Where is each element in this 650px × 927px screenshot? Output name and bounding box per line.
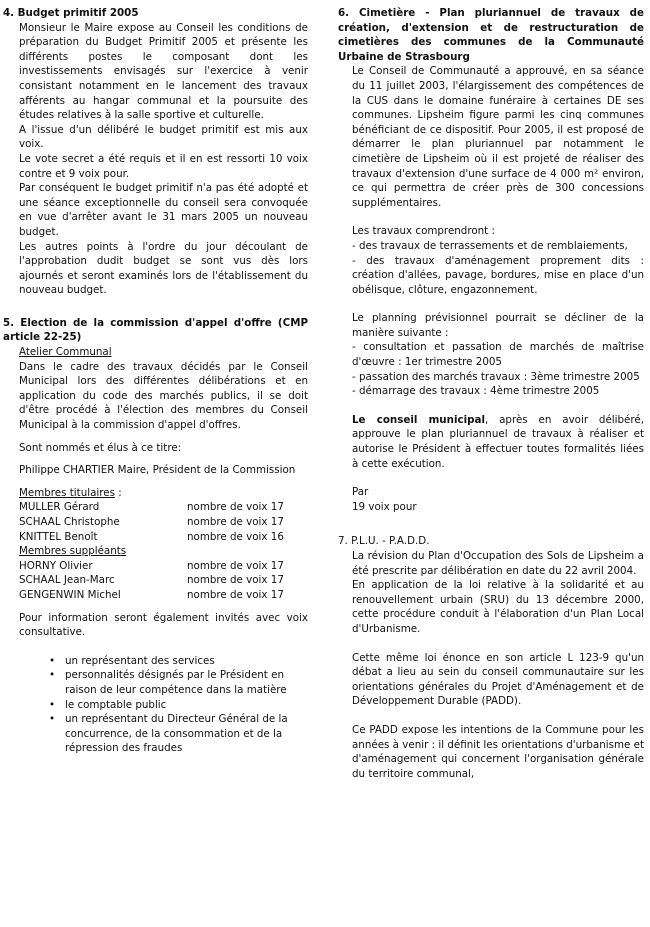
bullet-item: • un représentant des services xyxy=(49,654,308,669)
member-row xyxy=(19,559,308,574)
titulaires-label-text: Membres titulaires xyxy=(19,486,115,499)
right-column xyxy=(338,6,644,781)
titulaires-label xyxy=(19,486,308,501)
planning-item: - consultation et passation de marchés de maîtrise d'œuvre : 1er trimestre 2005 xyxy=(352,341,644,369)
section-4-body xyxy=(3,21,308,298)
paragraph: Les autres points à l'ordre du jour découlant de l'approbation dudit budget se sont vus dès lors ajournés et seront examinés lors de l'établissement du nouveau budget. xyxy=(19,240,308,297)
member-votes: nombre de voix 17 xyxy=(187,574,284,587)
member-name: KNITTEL Benoît xyxy=(19,530,98,543)
section-6 xyxy=(338,6,644,514)
member-name: GENGENWIN Michel xyxy=(19,588,121,601)
paragraph: La révision du Plan d'Occupation des Sols de Lipsheim a été prescrite par délibération en date du 22 avril 2004. xyxy=(352,550,644,577)
section-4 xyxy=(3,6,308,298)
travaux-item: - des travaux de terrassements et de remblaiements, xyxy=(352,239,628,252)
member-row xyxy=(19,588,308,603)
section-6-heading: 6. Cimetière - Plan pluriannuel de travaux de création, d'extension et de restructuration de cimetières des communes de la Communauté Urbaine de Strasbourg xyxy=(338,7,644,63)
paragraph: Ce PADD expose les intentions de la Commune pour les années à venir : il définit les orientations d'urbanisme et d'aménagement qui concernent l'organisation générale du territoire communal, xyxy=(352,723,644,780)
paragraph: En application de la loi relative à la solidarité et au renouvellement urbain (SRU) du 13 décembre 2000, cette procédure conduit à l'élaboration d'un Plan Local d'Urbanisme. xyxy=(352,579,644,635)
bullet-list xyxy=(3,654,308,756)
section-4-heading: 4. Budget primitif 2005 xyxy=(3,7,139,19)
section-5-heading: 5. Election de la commission d'appel d'offre (CMP article 22-25) xyxy=(3,316,308,344)
member-row xyxy=(19,530,308,545)
suppleants-label: Membres suppléants xyxy=(19,545,127,558)
section-5-body xyxy=(3,345,308,640)
section-7 xyxy=(338,534,644,781)
member-row xyxy=(19,500,308,515)
member-row xyxy=(19,515,308,530)
bullet-item: • un représentant du Directeur Général de la concurrence, de la consommation et de la répression des fraudes xyxy=(49,712,308,756)
paragraph: Sont nommés et élus à ce titre: xyxy=(19,441,182,454)
section-6-body xyxy=(338,64,644,514)
paragraph: A l'issue d'un délibéré le budget primitif est mis aux voix. xyxy=(19,123,308,151)
conseil-text: , après en avoir délibéré, approuve le plan pluriannuel de travaux à réaliser et autorise le Président à effectuer toutes formalités liées à cette exécution. xyxy=(352,413,645,470)
president-line: Philippe CHARTIER Maire, Président de la Commission xyxy=(19,464,296,477)
member-name: SCHAAL Jean-Marc xyxy=(19,574,115,587)
planning-item: - passation des marchés travaux : 3ème trimestre 2005 xyxy=(352,370,640,383)
vote-label: Par xyxy=(352,486,369,499)
paragraph: Le vote secret a été requis et il en est ressorti 10 voix contre et 9 voix pour. xyxy=(19,152,308,180)
vote-result: 19 voix pour xyxy=(352,500,417,513)
planning-intro: Le planning prévisionnel pourrait se décliner de la manière suivante : xyxy=(352,312,644,339)
member-votes: nombre de voix 17 xyxy=(187,501,284,514)
member-votes: nombre de voix 17 xyxy=(187,588,284,601)
section-7-body xyxy=(338,549,644,781)
planning-item: - démarrage des travaux : 4ème trimestre 2005 xyxy=(352,385,600,398)
paragraph: Pour information seront également invités avec voix consultative. xyxy=(19,611,308,639)
paragraph: Dans le cadre des travaux décidés par le Conseil Municipal lors des différentes délibérations et en application du code des marchés publics, il se doit d'être procédé à l'élection des membres du Conseil Municipal à la commission d'appel d'offres. xyxy=(19,360,308,432)
bullet-item: • personnalités désignés par le Président en raison de leur compétence dans la matière xyxy=(49,668,308,697)
bullet-item: • le comptable public xyxy=(49,698,308,713)
section-7-heading: 7. P.L.U. - P.A.D.D. xyxy=(338,535,430,548)
paragraph: Le Conseil de Communauté a approuvé, en sa séance du 11 juillet 2003, l'élargissement des compétences de la CUS dans le domaine funéraire à certaines DE ses communes. Lipsheim figure parmi les cinq communes bénéficiant de ce dispositif. Pour 2005, il est proposé de démarrer le plan pluriannuel par notamment le cimetière de Lipsheim où il est projeté de réaliser des travaux d'extension d'une surface de 4 000 m² environ, ce qui permettra de créer près de 300 concessions supplémentaires. xyxy=(352,65,644,209)
titulaires-label-suffix: : xyxy=(114,486,122,499)
section-5-subheading: Atelier Communal xyxy=(19,346,112,359)
member-name: MULLER Gérard xyxy=(19,501,100,514)
section-5 xyxy=(3,316,308,756)
travaux-intro: Les travaux comprendront : xyxy=(352,225,495,238)
travaux-item: - des travaux d'aménagement proprement dits : création d'allées, pavage, bordures, mise en place d'un obélisque, clôture, engazonnement. xyxy=(352,254,644,296)
member-row xyxy=(19,573,308,588)
conseil-label: Le conseil municipal xyxy=(352,413,485,426)
member-votes: nombre de voix 17 xyxy=(187,559,284,572)
member-name: SCHAAL Christophe xyxy=(19,516,120,528)
paragraph: Monsieur le Maire expose au Conseil les conditions de préparation du Budget Primitif 2005 et présente les différents postes le composant dont les investissements envisagés sur l'exercice à venir consistant notamment en le lancement des travaux afférents au hangar communal et la poursuite des études relatives à la salle sportive et culturelle. xyxy=(19,21,308,122)
left-column xyxy=(3,6,308,756)
paragraph: Par conséquent le budget primitif n'a pas été adopté et une séance exceptionnelle du conseil sera convoquée en vue d'arrêter avant le 31 mars 2005 un nouveau budget. xyxy=(19,182,308,238)
member-name: HORNY Olivier xyxy=(19,559,93,572)
member-votes: nombre de voix 16 xyxy=(187,530,284,543)
member-votes: nombre de voix 17 xyxy=(187,516,284,528)
paragraph: Cette même loi énonce en son article L 123-9 qu'un débat a lieu au sein du conseil communautaire sur les orientations générales du Projet d'Aménagement et de Développement Durable (PADD). xyxy=(352,651,644,708)
conseil-decision xyxy=(352,413,644,471)
